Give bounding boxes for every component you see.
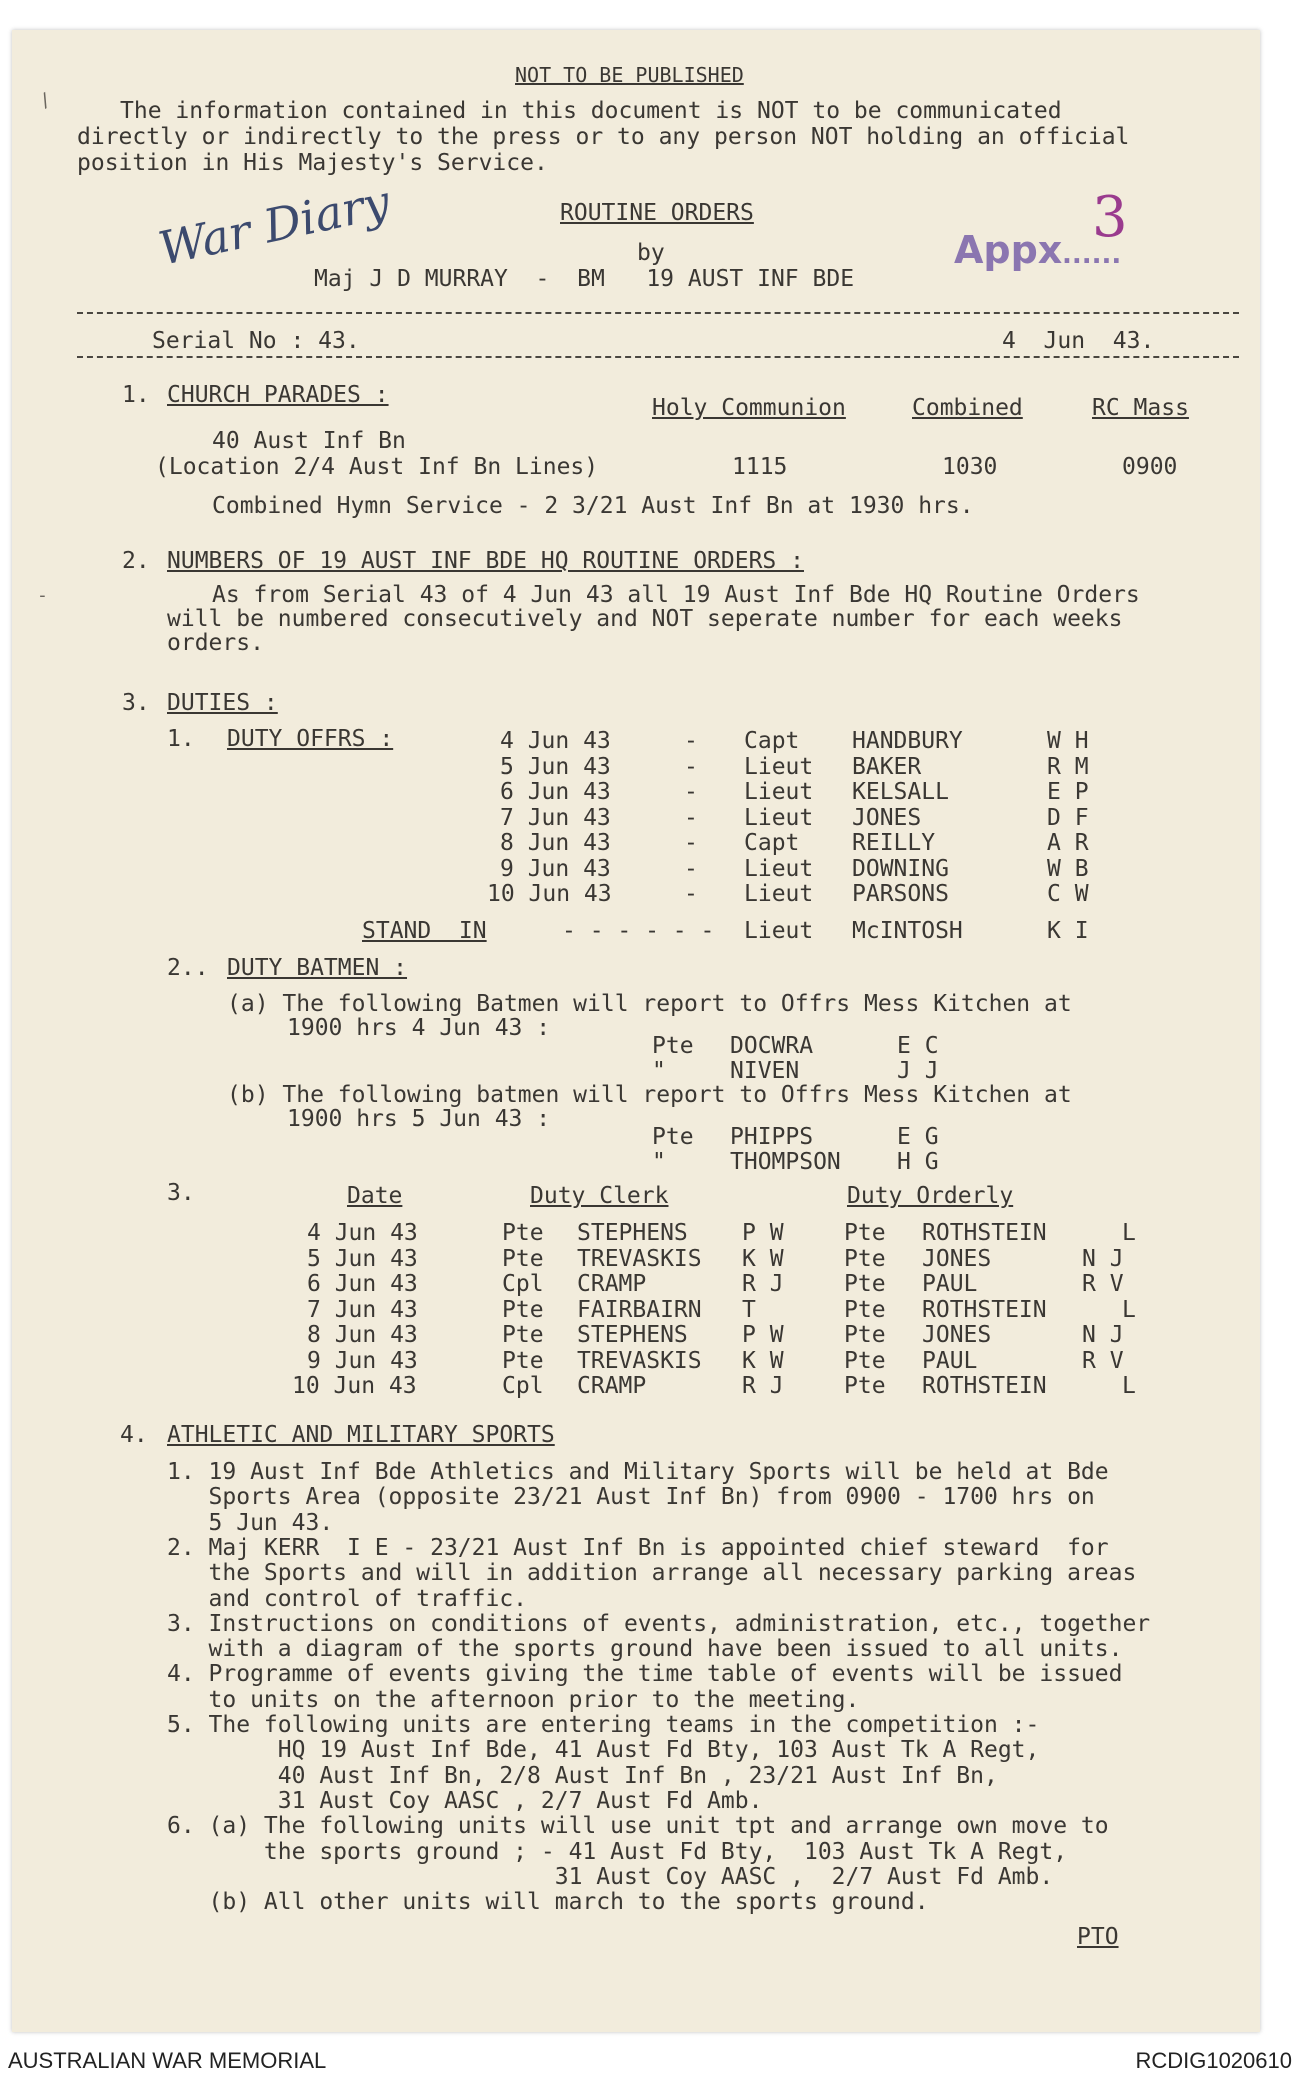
combined-time: 1030 (942, 454, 998, 480)
batman-rank: Pte (652, 1124, 694, 1150)
duty-offr-dash: - (684, 830, 698, 856)
orderly-initials: N J (1082, 1245, 1124, 1272)
appendix-number: 3 (1092, 185, 1128, 250)
section-4-line: to units on the afternoon prior to the meeting. (167, 1686, 860, 1713)
batman-initials: H G (897, 1149, 939, 1175)
duty-offrs-number: 1. (167, 726, 195, 752)
by-line: by (637, 240, 665, 266)
duty-offr-date: 7 Jun 43 (500, 804, 611, 831)
section-4-line: the sports ground ; - 41 Aust Fd Bty, 103 Aust Tk A Regt, (167, 1838, 1068, 1865)
batman-name: THOMPSON (730, 1149, 841, 1175)
column-rc-mass: RC Mass (1092, 395, 1189, 421)
war-diary-annotation: War Diary (153, 174, 395, 276)
stand-in-rank: Lieut (744, 918, 814, 944)
orderly-name: PAUL (922, 1347, 978, 1374)
duty-offr-dash: - (684, 855, 698, 882)
duty-offr-rank: Lieut (744, 881, 814, 907)
column-combined: Combined (912, 395, 1023, 421)
duty-offr-initials: W H (1047, 728, 1089, 754)
section-2-line: orders. (167, 630, 264, 656)
secrecy-line: directly or indirectly to the press or to any person NOT holding an official (77, 124, 1130, 150)
duty-offr-name: KELSALL (852, 779, 949, 805)
orderly-name: JONES (922, 1322, 992, 1348)
orderly-initials: N J (1082, 1322, 1124, 1348)
duty-batmen-label: DUTY BATMEN : (227, 955, 408, 981)
holy-communion-time: 1115 (732, 454, 788, 480)
section-4-line: and control of traffic. (167, 1585, 528, 1612)
orderly-name: ROTHSTEIN (922, 1373, 1047, 1399)
duty-offr-name: BAKER (852, 753, 922, 780)
duty-offr-name: HANDBURY (852, 728, 963, 754)
clerk-initials: P W (742, 1322, 784, 1348)
batman-initials: E C (897, 1033, 939, 1059)
clerk-initials: P W (742, 1220, 784, 1246)
clerk-rank: Pte (502, 1296, 544, 1323)
orderly-initials: L (1122, 1373, 1136, 1399)
duty-offr-dash: - (684, 881, 698, 907)
orderly-name: ROTHSTEIN (922, 1296, 1047, 1323)
clerk-name: CRAMP (577, 1271, 647, 1297)
document-page (12, 30, 1260, 2032)
section-4-line: 6. (a) The following units will use unit tpt and arrange own move to (167, 1813, 1109, 1840)
clerk-name: STEPHENS (577, 1322, 688, 1348)
duty-offr-rank: Lieut (744, 753, 814, 780)
clerk-row-date: 10 Jun 43 (292, 1373, 417, 1399)
duty-offr-name: DOWNING (852, 855, 949, 882)
batman-name: PHIPPS (730, 1124, 814, 1150)
duty-offr-initials: C W (1047, 881, 1089, 907)
serial-number: Serial No : 43. (152, 328, 360, 354)
column-holy-communion: Holy Communion (652, 395, 846, 421)
batmen-a-line-1: (a) The following Batmen will report to Offrs Mess Kitchen at (227, 991, 1072, 1017)
section-4-line: 2. Maj KERR I E - 23/21 Aust Inf Bn is appointed chief steward for (167, 1534, 1109, 1561)
duty-offr-rank: Lieut (744, 779, 814, 805)
orderly-rank: Pte (844, 1347, 886, 1374)
clerk-rank: Pte (502, 1245, 544, 1272)
duty-offr-name: PARSONS (852, 881, 949, 907)
batman-initials: E G (897, 1124, 939, 1150)
duty-offr-dash: - (684, 804, 698, 831)
orderly-rank: Pte (844, 1322, 886, 1348)
clerk-name: CRAMP (577, 1373, 647, 1399)
section-4-line: Sports Area (opposite 23/21 Aust Inf Bn) from 0900 - 1700 hrs on (167, 1484, 1095, 1511)
clerk-initials: R J (742, 1373, 784, 1399)
stand-in-initials: K I (1047, 918, 1089, 944)
orderly-initials: R V (1082, 1271, 1124, 1297)
batman-rank: " (652, 1149, 666, 1175)
section-1-number: 1. (122, 382, 150, 408)
duty-offr-name: REILLY (852, 830, 936, 856)
section-2-number: 2. (122, 548, 150, 574)
section-4-line: HQ 19 Aust Inf Bde, 41 Aust Fd Bty, 103 Aust Tk A Regt, (167, 1737, 1040, 1764)
orderly-initials: R V (1082, 1347, 1124, 1374)
footer-source: AUSTRALIAN WAR MEMORIAL (8, 2048, 327, 2073)
section-2-heading: NUMBERS OF 19 AUST INF BDE HQ ROUTINE ORDERS : (167, 548, 804, 574)
orderly-name: ROTHSTEIN (922, 1220, 1047, 1246)
duty-offr-initials: R M (1047, 753, 1089, 780)
duty-offr-dash: - (684, 728, 698, 754)
duty-offr-date: 8 Jun 43 (500, 830, 611, 856)
orderly-rank: Pte (844, 1296, 886, 1323)
duty-offrs-label: DUTY OFFRS : (227, 726, 394, 752)
church-unit: 40 Aust Inf Bn (212, 428, 406, 454)
appendix-stamp-dots: ...... (1062, 240, 1122, 270)
secrecy-line: position in His Majesty's Service. (77, 150, 548, 176)
clerk-row-date: 4 Jun 43 (307, 1220, 418, 1246)
batman-name: NIVEN (730, 1058, 800, 1084)
orderly-rank: Pte (844, 1220, 886, 1246)
footer-id: RCDIG1020610 (1135, 2048, 1292, 2073)
margin-mark: - (37, 585, 48, 606)
appendix-stamp: Appx (954, 228, 1063, 272)
section-4-line: the Sports and will in addition arrange all necessary parking areas (167, 1560, 1137, 1587)
section-4-line: with a diagram of the sports ground have been issued to all units. (167, 1636, 1123, 1663)
section-2-line: will be numbered consecutively and NOT seperate number for each weeks (167, 606, 1123, 632)
section-1-heading: CHURCH PARADES : (167, 382, 389, 408)
clerk-table-number: 3. (167, 1180, 195, 1206)
orderly-initials: L (1122, 1220, 1136, 1246)
duty-offr-rank: Capt (744, 728, 800, 754)
order-date: 4 Jun 43. (1002, 328, 1155, 354)
duty-offr-initials: D F (1047, 804, 1089, 831)
duty-offr-rank: Lieut (744, 804, 814, 831)
restriction-heading: NOT TO BE PUBLISHED (515, 63, 744, 87)
duty-offr-dash: - (684, 753, 698, 780)
orderly-rank: Pte (844, 1271, 886, 1297)
secrecy-line: The information contained in this document is NOT to be communicated (120, 98, 1062, 124)
clerk-row-date: 9 Jun 43 (307, 1347, 418, 1374)
section-4-line: (b) All other units will march to the sports ground. (167, 1889, 929, 1916)
section-4-line: 31 Aust Coy AASC , 2/7 Aust Fd Amb. (167, 1787, 763, 1814)
duty-offr-date: 9 Jun 43 (500, 855, 611, 882)
section-4-line: 31 Aust Coy AASC , 2/7 Aust Fd Amb. (167, 1863, 1054, 1890)
clerk-rank: Cpl (502, 1373, 544, 1399)
section-3-heading: DUTIES : (167, 690, 278, 716)
section-4-line: 4. Programme of events giving the time table of events will be issued (167, 1661, 1123, 1688)
clerk-rank: Cpl (502, 1271, 544, 1297)
clerk-name: STEPHENS (577, 1220, 688, 1246)
church-location: (Location 2/4 Aust Inf Bn Lines) (155, 454, 599, 480)
clerk-rank: Pte (502, 1322, 544, 1348)
duty-offr-rank: Capt (744, 830, 800, 856)
section-4-number: 4. (120, 1422, 148, 1448)
batman-initials: J J (897, 1058, 939, 1084)
clerk-initials: R J (742, 1271, 784, 1297)
stand-in-dash: - - - - - - (562, 918, 715, 944)
orderly-rank: Pte (844, 1373, 886, 1399)
header-rule-bottom (77, 356, 1239, 358)
duty-offr-rank: Lieut (744, 855, 814, 882)
clerk-col-duty-clerk: Duty Clerk (530, 1183, 669, 1209)
clerk-initials: K W (742, 1347, 784, 1374)
clerk-row-date: 5 Jun 43 (307, 1245, 418, 1272)
clerk-name: TREVASKIS (577, 1347, 702, 1374)
section-2-line: As from Serial 43 of 4 Jun 43 all 19 Aust Inf Bde HQ Routine Orders (212, 582, 1140, 608)
duty-offr-date: 4 Jun 43 (500, 728, 611, 754)
orderly-initials: L (1122, 1296, 1136, 1323)
clerk-name: TREVASKIS (577, 1245, 702, 1272)
clerk-initials: K W (742, 1245, 784, 1272)
section-4-line: 3. Instructions on conditions of events, administration, etc., together (167, 1610, 1151, 1637)
duty-offr-date: 5 Jun 43 (500, 753, 611, 780)
rc-mass-time: 0900 (1122, 454, 1178, 480)
clerk-row-date: 8 Jun 43 (307, 1322, 418, 1348)
header-rule-top (77, 312, 1239, 314)
orderly-rank: Pte (844, 1245, 886, 1272)
section-4-line: 1. 19 Aust Inf Bde Athletics and Military Sports will be held at Bde (167, 1459, 1109, 1485)
duty-offr-date: 6 Jun 43 (500, 779, 611, 805)
batman-name: DOCWRA (730, 1033, 814, 1059)
clerk-rank: Pte (502, 1220, 544, 1246)
clerk-row-date: 6 Jun 43 (307, 1271, 418, 1297)
issuer-line: Maj J D MURRAY - BM 19 AUST INF BDE (314, 266, 855, 292)
stand-in-label: STAND IN (362, 918, 487, 944)
clerk-name: FAIRBAIRN (577, 1296, 702, 1323)
section-4-line: 40 Aust Inf Bn, 2/8 Aust Inf Bn , 23/21 Aust Inf Bn, (167, 1762, 998, 1789)
batmen-b-line-1: (b) The following batmen will report to Offrs Mess Kitchen at (227, 1082, 1072, 1108)
duty-batmen-number: 2.. (167, 955, 209, 981)
hymn-service: Combined Hymn Service - 2 3/21 Aust Inf Bn at 1930 hrs. (212, 493, 974, 519)
batmen-b-line-2: 1900 hrs 5 Jun 43 : (287, 1106, 551, 1132)
batman-rank: Pte (652, 1033, 694, 1059)
stand-in-name: McINTOSH (852, 918, 963, 944)
clerk-rank: Pte (502, 1347, 544, 1374)
pto-mark: PTO (1077, 1924, 1119, 1950)
duty-offr-initials: W B (1047, 855, 1089, 882)
clerk-initials: T (742, 1296, 756, 1323)
margin-mark: / (35, 88, 56, 113)
duty-offr-initials: A R (1047, 830, 1089, 856)
batmen-a-line-2: 1900 hrs 4 Jun 43 : (287, 1015, 551, 1041)
duty-offr-date: 10 Jun 43 (487, 881, 612, 907)
section-4-line: 5. The following units are entering teams in the competition :- (167, 1712, 1040, 1738)
orderly-name: JONES (922, 1245, 992, 1272)
document-title: ROUTINE ORDERS (560, 200, 754, 226)
section-4-line: 5 Jun 43. (167, 1509, 334, 1536)
duty-offr-name: JONES (852, 804, 922, 831)
orderly-name: PAUL (922, 1271, 978, 1297)
batman-rank: " (652, 1058, 666, 1084)
clerk-col-date: Date (347, 1183, 403, 1209)
section-3-number: 3. (122, 690, 150, 716)
section-4-heading: ATHLETIC AND MILITARY SPORTS (167, 1422, 555, 1448)
clerk-col-duty-orderly: Duty Orderly (847, 1183, 1014, 1209)
duty-offr-dash: - (684, 779, 698, 805)
clerk-row-date: 7 Jun 43 (307, 1296, 418, 1323)
duty-offr-initials: E P (1047, 779, 1089, 805)
